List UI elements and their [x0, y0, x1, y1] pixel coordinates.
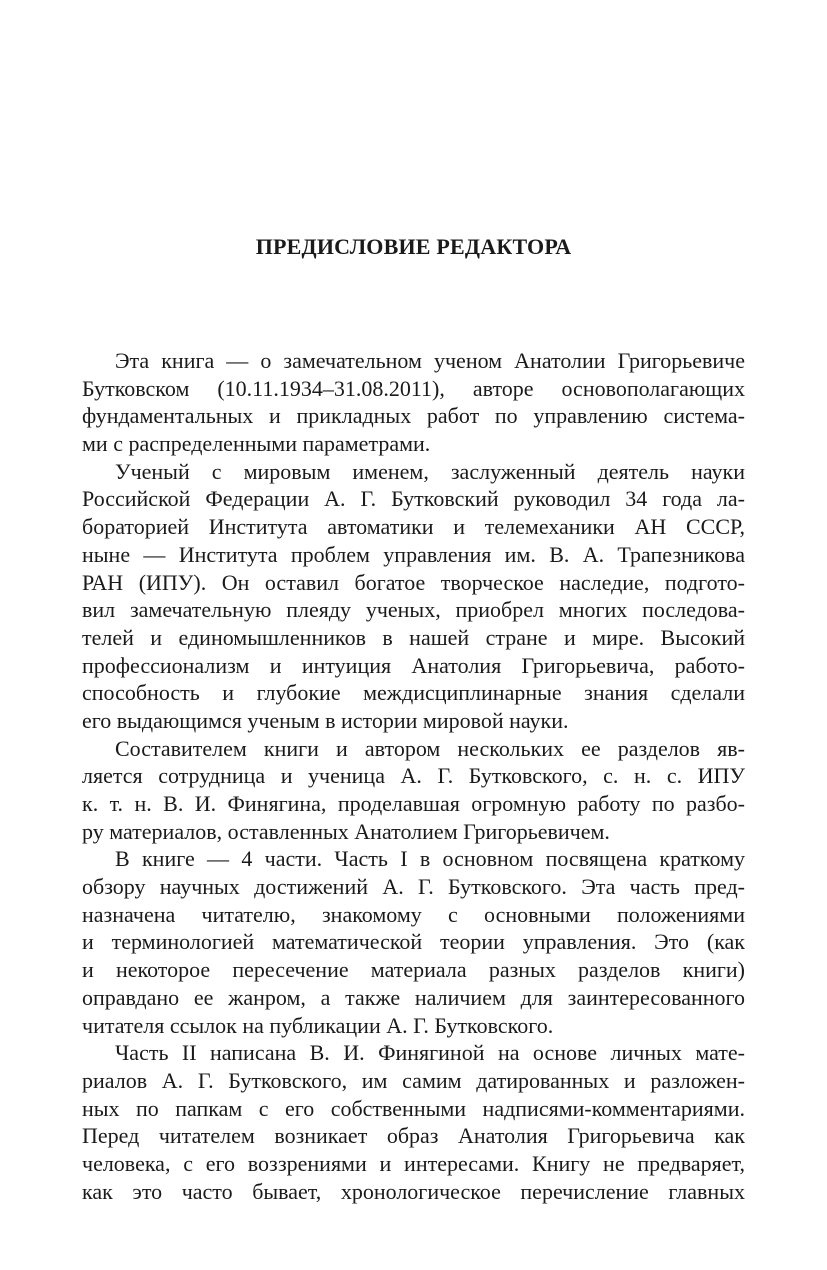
text-line: как это часто бывает, хронологическое перечисление главных — [82, 1178, 745, 1204]
text-line: Составителем книги и автором нескольких ее разделов яв- — [115, 735, 745, 761]
text-line: ляется сотрудница и ученица А. Г. Бутковского, с. н. с. ИПУ — [82, 763, 745, 789]
text-line: риалов А. Г. Бутковского, им самим датированных и разложен- — [82, 1067, 745, 1093]
text-line: Эта книга — о замечательном ученом Анатолии Григорьевиче — [115, 348, 745, 373]
text-line: человека, с его воззрениями и интересами. Книгу не предваряет, — [82, 1150, 745, 1176]
text-line: ных по папкам с его собственными надписями-комментариями. — [82, 1095, 745, 1121]
text-line: РАН (ИПУ). Он оставил богатое творческое наследие, подгото- — [82, 569, 745, 595]
text-line: телей и единомышленников в нашей стране и мире. Высокий — [82, 624, 745, 650]
text-line: Часть II написана В. И. Финягиной на основе личных мате- — [115, 1040, 745, 1066]
text-line: и терминологией математической теории управления. Это (как — [82, 929, 745, 955]
text-line: вил замечательную плеяду ученых, приобрел многих последова- — [82, 597, 745, 623]
page-title: ПРЕДИСЛОВИЕ РЕДАКТОРА — [255, 234, 572, 259]
text-line: и некоторое пересечение материала разных разделов книги) — [82, 957, 745, 983]
document-body — [82, 347, 745, 1205]
paragraph — [82, 1039, 745, 1205]
text-line: профессионализм и интуиция Анатолия Григорьевича, работо- — [82, 652, 745, 678]
text-line: его выдающимся ученым в истории мировой науки. — [82, 707, 569, 733]
paragraph — [82, 845, 745, 1039]
text-line: ру материалов, оставленных Анатолием Григорьевичем. — [82, 818, 610, 844]
paragraph — [82, 458, 745, 735]
text-line: Ученый с мировым именем, заслуженный деятель науки — [115, 458, 745, 484]
text-line: способность и глубокие междисциплинарные знания сделали — [82, 680, 745, 706]
paragraph — [82, 735, 745, 846]
text-line: Российской Федерации А. Г. Бутковский руководил 34 года ла- — [82, 486, 745, 512]
text-line: назначена читателю, знакомому с основными положениями — [82, 901, 745, 927]
text-line: В книге — 4 части. Часть I в основном посвящена краткому — [115, 846, 745, 872]
text-line: фундаментальных и прикладных работ по управлению система- — [82, 403, 745, 429]
text-line: Перед читателем возникает образ Анатолия Григорьевича как — [82, 1123, 745, 1149]
text-line: бораторией Института автоматики и телемеханики АН СССР, — [82, 514, 745, 540]
text-line: оправдано ее жанром, а также наличием для заинтересованного — [82, 984, 745, 1010]
text-line: ныне — Института проблем управления им. В. А. Трапезникова — [82, 541, 745, 567]
text-line: обзору научных достижений А. Г. Бутковского. Эта часть пред- — [82, 874, 745, 900]
text-line: Бутковском (10.11.1934–31.08.2011), авторе основополагающих — [82, 375, 745, 401]
text-line: ми с распределенными параметрами. — [82, 431, 431, 457]
paragraph — [82, 347, 745, 458]
text-line: к. т. н. В. И. Финягина, проделавшая огромную работу по разбо- — [82, 791, 745, 816]
text-line: читателя ссылок на публикации А. Г. Бутковского. — [82, 1012, 554, 1038]
